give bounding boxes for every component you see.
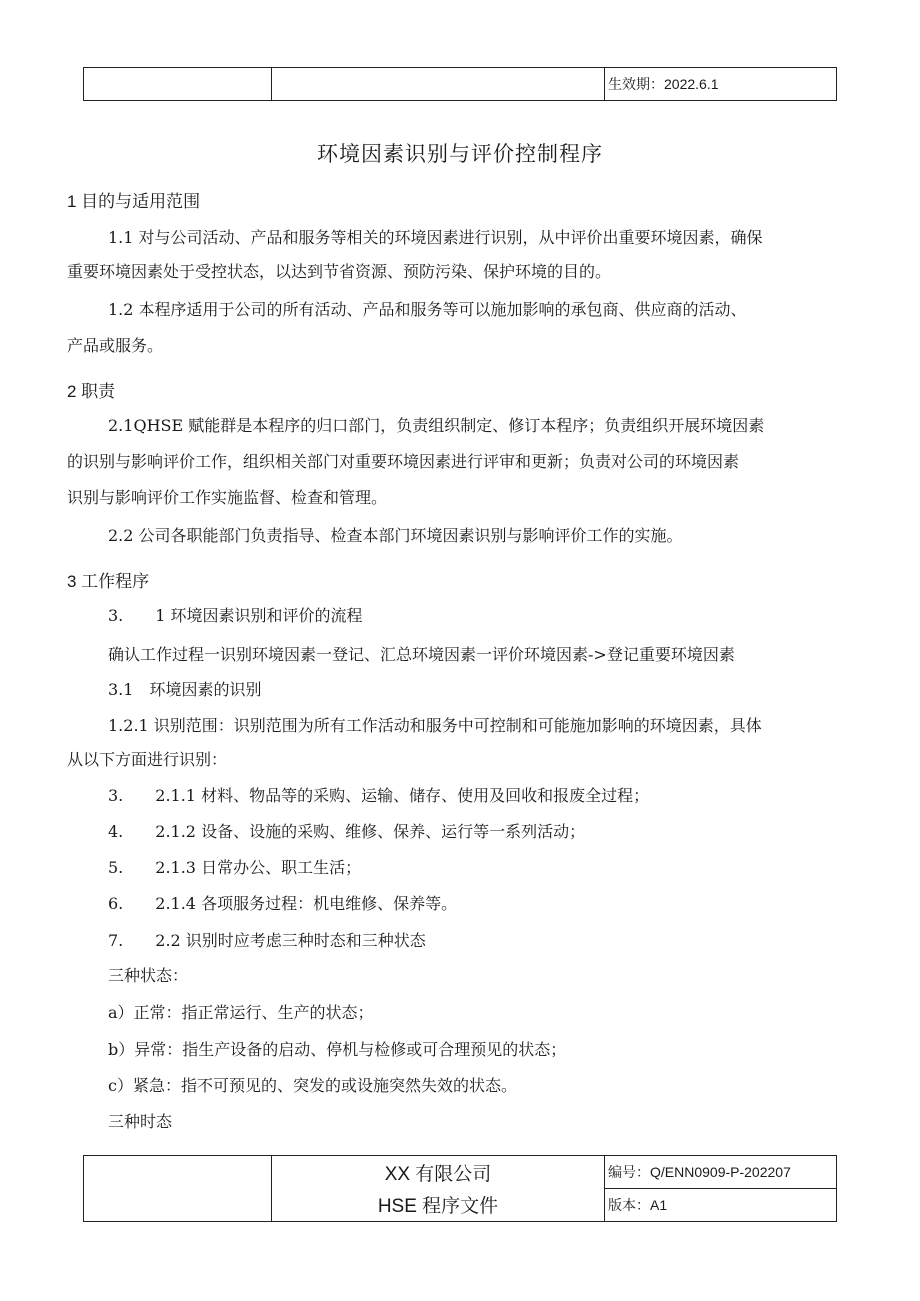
paragraph-line: 从以下方面进行识别：	[67, 750, 228, 769]
footer-company-block	[272, 1156, 605, 1221]
paragraph-line: c）紧急：指不可预见的、突发的或设施突然失效的状态。	[108, 1076, 517, 1095]
paragraph-line: 5. 2.1.3 日常办公、职工生活；	[108, 858, 362, 877]
document-code: 编号：Q/ENN0909-P-202207	[605, 1156, 836, 1189]
paragraph-line: 2.1QHSE 赋能群是本程序的归口部门，负责组织制定、修订本程序；负责组织开展环境因素	[108, 416, 765, 435]
footer-meta	[605, 1156, 836, 1221]
footer-table	[83, 1155, 837, 1222]
paragraph-line: 产品或服务。	[67, 336, 164, 355]
header-cell-empty-2	[272, 68, 605, 100]
paragraph-line: 4. 2.1.2 设备、设施的采购、维修、保养、运行等一系列活动；	[108, 822, 586, 841]
paragraph-line: 确认工作过程一识别环境因素一登记、汇总环境因素一评价环境因素->登记重要环境因素	[108, 645, 735, 664]
paragraph-line: b）异常：指生产设备的启动、停机与检修或可合理预见的状态；	[108, 1040, 567, 1059]
paragraph-line: a）正常：指正常运行、生产的状态；	[108, 1003, 374, 1022]
section-heading: 2 职责	[67, 382, 116, 401]
section-heading: 3 工作程序	[67, 572, 150, 591]
paragraph-line: 三种时态	[108, 1112, 173, 1131]
paragraph-line: 3. 2.1.1 材料、物品等的采购、运输、储存、使用及回收和报废全过程；	[108, 786, 650, 805]
paragraph-line: 识别与影响评价工作实施监督、检查和管理。	[67, 488, 388, 507]
document-type: HSE 程序文件	[377, 1196, 499, 1218]
paragraph-line: 3. 1 环境因素识别和评价的流程	[108, 606, 363, 625]
paragraph-line: 1.1 对与公司活动、产品和服务等相关的环境因素进行识别，从中评价出重要环境因素，确保	[108, 228, 763, 247]
document-version: 版本：A1	[608, 1197, 668, 1213]
paragraph-line: 1.2.1 识别范围：识别范围为所有工作活动和服务中可控制和可能施加影响的环境因素，具体	[108, 716, 762, 735]
paragraph-line: 6. 2.1.4 各项服务过程：机电维修、保养等。	[108, 894, 458, 913]
header-table	[83, 67, 837, 101]
header-cell-empty-1	[84, 68, 272, 100]
paragraph-line: 的识别与影响评价工作，组织相关部门对重要环境因素进行评审和更新；负责对公司的环境因素	[67, 452, 740, 471]
footer-cell-empty	[84, 1156, 272, 1221]
company-name: XX 有限公司	[384, 1163, 492, 1185]
document-title: 环境因素识别与评价控制程序	[317, 143, 603, 166]
paragraph-line: 1.2 本程序适用于公司的所有活动、产品和服务等可以施加影响的承包商、供应商的活动、	[108, 300, 747, 319]
paragraph-line: 2.2 公司各职能部门负责指导、检查本部门环境因素识别与影响评价工作的实施。	[108, 526, 683, 545]
section-heading: 1 目的与适用范围	[67, 192, 201, 211]
paragraph-line: 三种状态：	[108, 966, 189, 985]
paragraph-line: 3.1 环境因素的识别	[108, 680, 262, 699]
paragraph-line: 重要环境因素处于受控状态，以达到节省资源、预防污染、保护环境的目的。	[67, 262, 612, 281]
effective-date: 生效期：2022.6.1	[608, 76, 719, 92]
paragraph-line: 7. 2.2 识别时应考虑三种时态和三种状态	[108, 931, 426, 950]
